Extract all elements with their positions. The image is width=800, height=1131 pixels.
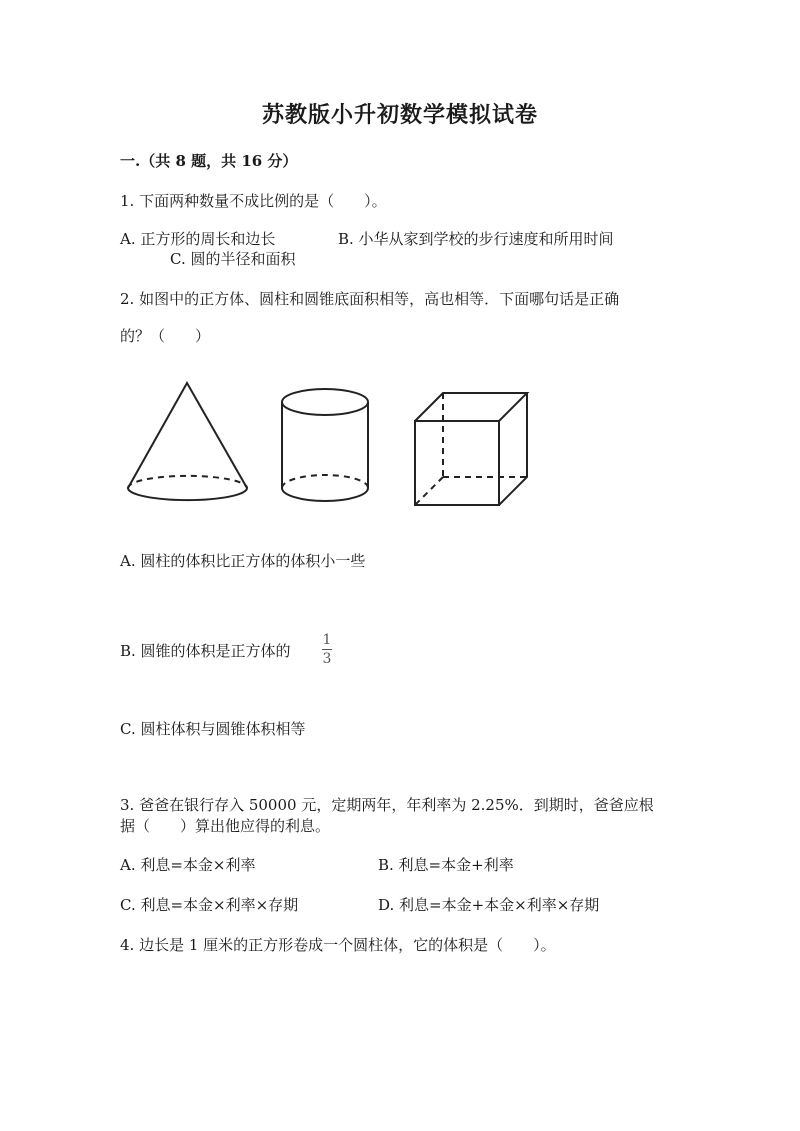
- question-2-option-c: C. 圆柱体积与圆锥体积相等: [120, 720, 306, 738]
- page-title: 苏教版小升初数学模拟试卷: [261, 102, 538, 128]
- question-1-option-b: B. 小华从家到学校的步行速度和所用时间: [338, 230, 614, 248]
- question-3-stem-line-2: 据（ ）算出他应得的利息。: [120, 817, 331, 835]
- question-2-stem-line-2: 的？（ ）: [120, 327, 211, 345]
- question-1-option-a: A. 正方形的周长和边长: [120, 230, 276, 248]
- question-1-option-c: C. 圆的半径和面积: [170, 250, 296, 268]
- fraction-numerator: 1: [322, 632, 332, 648]
- fraction-bar: [322, 649, 332, 650]
- cylinder-icon: [275, 380, 380, 510]
- question-2-stem-line-1: 2. 如图中的正方体、圆柱和圆锥底面积相等，高也相等．下面哪句话是正确: [120, 290, 620, 308]
- cone-icon: [120, 375, 255, 510]
- question-3-option-d: D. 利息=本金+本金×利率×存期: [378, 896, 600, 914]
- question-3-option-b: B. 利息=本金+利率: [378, 856, 514, 874]
- question-1-stem: 1. 下面两种数量不成比例的是（ ）。: [120, 192, 387, 210]
- section-heading: 一.（共 8 题，共 16 分）: [120, 152, 298, 170]
- question-3-stem-line-1: 3. 爸爸在银行存入 50000 元，定期两年，年利率为 2.25%．到期时，爸爸应根: [120, 796, 654, 814]
- question-2-option-a: A. 圆柱的体积比正方体的体积小一些: [120, 552, 366, 570]
- cube-icon: [405, 385, 535, 510]
- fraction-denominator: 3: [322, 651, 332, 667]
- question-4-stem: 4. 边长是 1 厘米的正方形卷成一个圆柱体，它的体积是（ ）。: [120, 936, 556, 954]
- question-3-option-c: C. 利息=本金×利率×存期: [120, 896, 299, 914]
- question-3-option-a: A. 利息=本金×利率: [120, 856, 256, 874]
- question-2-option-b: B. 圆锥的体积是正方体的: [120, 642, 291, 660]
- fraction-one-third: [322, 632, 332, 667]
